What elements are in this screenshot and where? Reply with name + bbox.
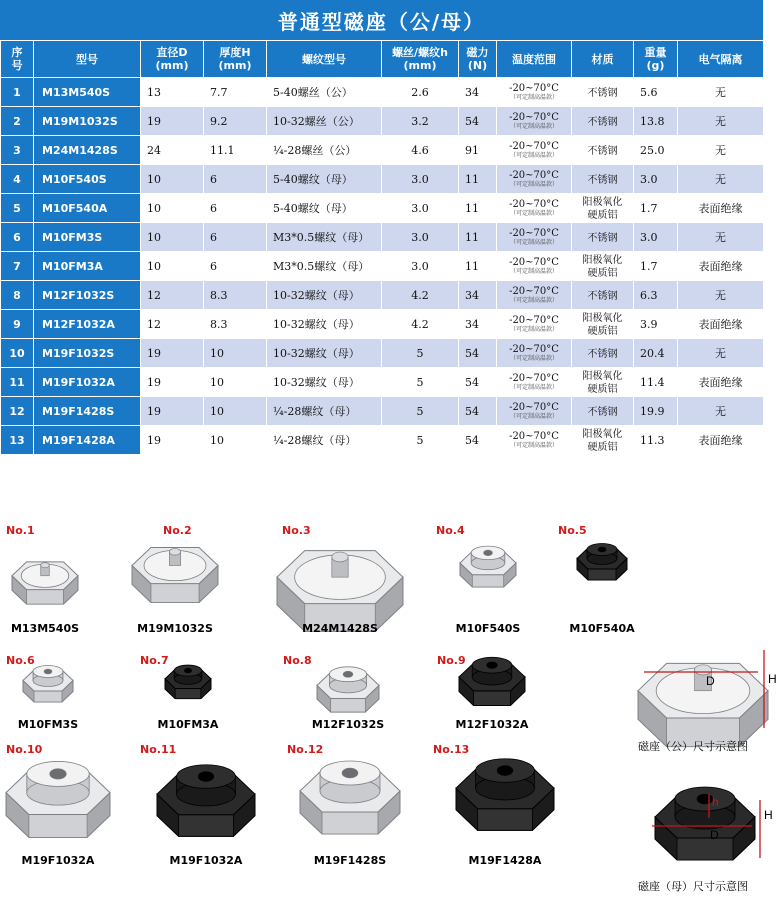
cell-weight: 3.0 (634, 223, 678, 252)
cell-material: 不锈钢 (572, 339, 634, 368)
cell-isolation: 无 (678, 136, 764, 165)
male-dimension-diagram-icon (635, 640, 771, 776)
cell-no: 3 (1, 136, 34, 165)
cell-thread: 5-40螺纹（母） (267, 165, 382, 194)
gallery-number-label: No.3 (282, 524, 311, 537)
gallery-model-label: M10F540S (455, 622, 521, 635)
gallery-model-label: M19F1032A (21, 854, 95, 867)
cell-thread-length: 3.0 (382, 252, 459, 281)
cell-weight: 25.0 (634, 136, 678, 165)
cell-thread: ¼-28螺纹（母） (267, 426, 382, 455)
cell-weight: 1.7 (634, 194, 678, 223)
cell-material: 不锈钢 (572, 397, 634, 426)
cell-isolation: 表面绝缘 (678, 252, 764, 281)
cell-force: 54 (459, 397, 497, 426)
temp-note: （可定制高温款） (509, 181, 558, 188)
temp-note: （可定制高温款） (509, 268, 558, 275)
cell-thread: ¼-28螺纹（母） (267, 397, 382, 426)
cell-diameter: 19 (141, 397, 204, 426)
cell-temperature (497, 368, 572, 397)
spec-table (0, 40, 764, 455)
cell-thread: M3*0.5螺纹（母） (267, 252, 382, 281)
cell-thickness: 6 (204, 223, 267, 252)
label-height: H (768, 672, 777, 686)
cell-temperature (497, 252, 572, 281)
cell-thread: 10-32螺纹（母） (267, 310, 382, 339)
cell-material: 不锈钢 (572, 223, 634, 252)
temp-range: -20~70°C (509, 344, 559, 355)
magnet-base-icon (154, 754, 258, 858)
magnet-base-icon (574, 538, 630, 594)
cell-temperature (497, 78, 572, 107)
cell-no: 2 (1, 107, 34, 136)
gallery-number-label: No.8 (283, 654, 312, 667)
header-weight: 重量 (g) (634, 41, 678, 78)
label-diameter-female: D (710, 828, 719, 842)
temp-range: -20~70°C (509, 228, 559, 239)
temp-range: -20~70°C (509, 315, 559, 326)
cell-material: 阳极氧化 硬质铝 (572, 310, 634, 339)
cell-thread-length: 3.0 (382, 194, 459, 223)
table-row (1, 107, 764, 136)
gallery-model-label: M12F1032S (311, 718, 385, 731)
cell-isolation: 无 (678, 281, 764, 310)
cell-temperature (497, 310, 572, 339)
cell-material: 阳极氧化 硬质铝 (572, 252, 634, 281)
gallery-number-label: No.13 (433, 743, 470, 756)
gallery-number-label: No.5 (558, 524, 587, 537)
cell-temperature (497, 223, 572, 252)
temp-range: -20~70°C (509, 257, 559, 268)
gallery-model-label: M10FM3A (157, 718, 219, 731)
cell-thread: 5-40螺丝（公） (267, 78, 382, 107)
cell-weight: 11.4 (634, 368, 678, 397)
male-diagram-caption: 磁座（公）尺寸示意图 (638, 740, 748, 753)
cell-diameter: 13 (141, 78, 204, 107)
cell-material: 阳极氧化 硬质铝 (572, 426, 634, 455)
gallery-model-label: M19F1428S (313, 854, 387, 867)
cell-isolation: 无 (678, 223, 764, 252)
temp-range: -20~70°C (509, 170, 559, 181)
cell-isolation: 表面绝缘 (678, 426, 764, 455)
header-isolation: 电气隔离 (678, 41, 764, 78)
gallery-number-label: No.7 (140, 654, 169, 667)
table-row (1, 426, 764, 455)
cell-isolation: 无 (678, 107, 764, 136)
cell-thickness: 10 (204, 339, 267, 368)
cell-temperature (497, 107, 572, 136)
cell-isolation: 无 (678, 339, 764, 368)
cell-model: M10FM3S (34, 223, 141, 252)
temp-range: -20~70°C (509, 112, 559, 123)
cell-model: M24M1428S (34, 136, 141, 165)
table-row (1, 136, 764, 165)
cell-thread-length: 3.0 (382, 165, 459, 194)
cell-thickness: 8.3 (204, 310, 267, 339)
cell-no: 10 (1, 339, 34, 368)
cell-material: 不锈钢 (572, 107, 634, 136)
temp-note: （可定制高温款） (509, 355, 558, 362)
label-diameter: D (706, 674, 715, 688)
cell-no: 12 (1, 397, 34, 426)
header-material: 材质 (572, 41, 634, 78)
cell-isolation: 表面绝缘 (678, 310, 764, 339)
magnet-base-icon (129, 532, 221, 624)
table-row (1, 310, 764, 339)
temp-note: （可定制高温款） (509, 94, 558, 101)
temp-note: （可定制高温款） (509, 210, 558, 217)
cell-thickness: 10 (204, 397, 267, 426)
cell-thread: M3*0.5螺纹（母） (267, 223, 382, 252)
cell-thread-length: 4.6 (382, 136, 459, 165)
cell-thread: 10-32螺纹（母） (267, 339, 382, 368)
cell-model: M13M540S (34, 78, 141, 107)
label-height-female: H (764, 808, 773, 822)
cell-model: M19F1032A (34, 368, 141, 397)
temp-range: -20~70°C (509, 402, 559, 413)
table-row (1, 194, 764, 223)
cell-thread-length: 5 (382, 426, 459, 455)
temp-range: -20~70°C (509, 373, 559, 384)
temp-range: -20~70°C (509, 141, 559, 152)
cell-force: 34 (459, 310, 497, 339)
cell-temperature (497, 426, 572, 455)
cell-no: 13 (1, 426, 34, 455)
table-row (1, 368, 764, 397)
temp-note: （可定制高温款） (509, 239, 558, 246)
table-row (1, 165, 764, 194)
cell-force: 54 (459, 368, 497, 397)
cell-thread-length: 5 (382, 368, 459, 397)
cell-no: 9 (1, 310, 34, 339)
header-no: 序 号 (1, 41, 34, 78)
cell-isolation: 无 (678, 78, 764, 107)
header-force: 磁力 (N) (459, 41, 497, 78)
table-row (1, 339, 764, 368)
header-thread-length: 螺丝/螺纹h (mm) (382, 41, 459, 78)
header-model: 型号 (34, 41, 141, 78)
label-thread-depth: h (712, 795, 719, 809)
cell-thread: 10-32螺丝（公） (267, 107, 382, 136)
cell-diameter: 24 (141, 136, 204, 165)
cell-thread: 10-32螺纹（母） (267, 368, 382, 397)
table-header-row (1, 41, 764, 78)
gallery-number-label: No.12 (287, 743, 324, 756)
gallery-number-label: No.9 (437, 654, 466, 667)
gallery-model-label: M24M1428S (302, 622, 378, 635)
cell-weight: 3.9 (634, 310, 678, 339)
cell-thickness: 7.7 (204, 78, 267, 107)
cell-thickness: 6 (204, 165, 267, 194)
temp-range: -20~70°C (509, 199, 559, 210)
cell-force: 11 (459, 252, 497, 281)
page-title: 普通型磁座（公/母） (0, 0, 763, 40)
cell-material: 不锈钢 (572, 136, 634, 165)
cell-thread: ¼-28螺丝（公） (267, 136, 382, 165)
header-diameter: 直径D (mm) (141, 41, 204, 78)
header-thread: 螺纹型号 (267, 41, 382, 78)
cell-material: 阳极氧化 硬质铝 (572, 368, 634, 397)
cell-thickness: 6 (204, 252, 267, 281)
cell-thread-length: 3.0 (382, 223, 459, 252)
header-temperature: 温度范围 (497, 41, 572, 78)
cell-model: M19F1428A (34, 426, 141, 455)
cell-diameter: 10 (141, 194, 204, 223)
cell-weight: 1.7 (634, 252, 678, 281)
cell-thread-length: 4.2 (382, 310, 459, 339)
temp-note: （可定制高温款） (509, 413, 558, 420)
cell-weight: 6.3 (634, 281, 678, 310)
cell-isolation: 表面绝缘 (678, 368, 764, 397)
cell-model: M12F1032S (34, 281, 141, 310)
table-body (1, 78, 764, 455)
cell-weight: 13.8 (634, 107, 678, 136)
cell-model: M19F1032S (34, 339, 141, 368)
temp-note: （可定制高温款） (509, 123, 558, 130)
gallery-model-label: M10FM3S (17, 718, 79, 731)
cell-diameter: 19 (141, 368, 204, 397)
cell-thread-length: 5 (382, 339, 459, 368)
table-row (1, 252, 764, 281)
temp-note: （可定制高温款） (509, 297, 558, 304)
magnet-base-icon (457, 540, 519, 602)
cell-weight: 19.9 (634, 397, 678, 426)
cell-material: 不锈钢 (572, 165, 634, 194)
cell-thread-length: 4.2 (382, 281, 459, 310)
gallery-number-label: No.11 (140, 743, 177, 756)
cell-force: 11 (459, 194, 497, 223)
gallery-model-label: M10F540A (569, 622, 635, 635)
cell-no: 1 (1, 78, 34, 107)
gallery-model-label: M19M1032S (137, 622, 213, 635)
cell-no: 5 (1, 194, 34, 223)
cell-diameter: 12 (141, 310, 204, 339)
gallery-number-label: No.10 (6, 743, 43, 756)
temp-note: （可定制高温款） (509, 326, 558, 333)
table-row (1, 78, 764, 107)
cell-thickness: 10 (204, 426, 267, 455)
cell-weight: 20.4 (634, 339, 678, 368)
cell-temperature (497, 165, 572, 194)
cell-force: 34 (459, 78, 497, 107)
cell-isolation: 表面绝缘 (678, 194, 764, 223)
cell-thickness: 6 (204, 194, 267, 223)
cell-diameter: 10 (141, 252, 204, 281)
cell-material: 阳极氧化 硬质铝 (572, 194, 634, 223)
magnet-base-icon (274, 528, 406, 660)
magnet-base-icon (162, 660, 214, 712)
cell-thickness: 9.2 (204, 107, 267, 136)
temp-note: （可定制高温款） (509, 384, 558, 391)
cell-force: 54 (459, 426, 497, 455)
cell-no: 7 (1, 252, 34, 281)
cell-model: M12F1032A (34, 310, 141, 339)
gallery-model-label: M12F1032A (455, 718, 529, 731)
cell-force: 11 (459, 223, 497, 252)
cell-model: M10FM3A (34, 252, 141, 281)
magnet-base-icon (456, 650, 528, 722)
gallery-model-label: M13M540S (10, 622, 80, 635)
cell-no: 6 (1, 223, 34, 252)
cell-weight: 5.6 (634, 78, 678, 107)
cell-temperature (497, 281, 572, 310)
cell-thread-length: 5 (382, 397, 459, 426)
cell-force: 91 (459, 136, 497, 165)
gallery-model-label: M19F1428A (468, 854, 542, 867)
cell-thickness: 11.1 (204, 136, 267, 165)
magnet-base-icon (9, 550, 81, 622)
cell-diameter: 19 (141, 426, 204, 455)
cell-thread: 5-40螺纹（母） (267, 194, 382, 223)
cell-no: 11 (1, 368, 34, 397)
temp-note: （可定制高温款） (509, 442, 558, 449)
cell-thread-length: 3.2 (382, 107, 459, 136)
cell-material: 不锈钢 (572, 78, 634, 107)
cell-force: 54 (459, 339, 497, 368)
temp-range: -20~70°C (509, 286, 559, 297)
magnet-base-icon (453, 748, 557, 852)
magnet-base-icon (20, 660, 76, 716)
cell-diameter: 19 (141, 107, 204, 136)
temp-range: -20~70°C (509, 83, 559, 94)
gallery-model-label: M19F1032A (169, 854, 243, 867)
table-row (1, 397, 764, 426)
gallery-number-label: No.2 (163, 524, 192, 537)
temp-note: （可定制高温款） (509, 152, 558, 159)
header-thickness: 厚度H (mm) (204, 41, 267, 78)
magnet-base-icon (3, 750, 113, 860)
table-row (1, 223, 764, 252)
cell-temperature (497, 136, 572, 165)
female-diagram-caption: 磁座（母）尺寸示意图 (638, 880, 748, 893)
cell-weight: 3.0 (634, 165, 678, 194)
cell-model: M19M1032S (34, 107, 141, 136)
cell-force: 34 (459, 281, 497, 310)
cell-temperature (497, 339, 572, 368)
table-row (1, 281, 764, 310)
cell-diameter: 12 (141, 281, 204, 310)
cell-isolation: 无 (678, 397, 764, 426)
cell-model: M10F540S (34, 165, 141, 194)
gallery-number-label: No.6 (6, 654, 35, 667)
temp-range: -20~70°C (509, 431, 559, 442)
cell-model: M19F1428S (34, 397, 141, 426)
cell-thread: 10-32螺纹（母） (267, 281, 382, 310)
cell-material: 不锈钢 (572, 281, 634, 310)
female-dimension-diagram-icon (652, 776, 758, 882)
cell-diameter: 10 (141, 165, 204, 194)
cell-force: 11 (459, 165, 497, 194)
magnet-base-icon (297, 750, 403, 856)
cell-diameter: 19 (141, 339, 204, 368)
cell-isolation: 无 (678, 165, 764, 194)
cell-thread-length: 2.6 (382, 78, 459, 107)
cell-diameter: 10 (141, 223, 204, 252)
cell-no: 8 (1, 281, 34, 310)
cell-temperature (497, 194, 572, 223)
cell-weight: 11.3 (634, 426, 678, 455)
cell-thickness: 10 (204, 368, 267, 397)
cell-model: M10F540A (34, 194, 141, 223)
cell-force: 54 (459, 107, 497, 136)
cell-no: 4 (1, 165, 34, 194)
gallery-number-label: No.1 (6, 524, 35, 537)
gallery-number-label: No.4 (436, 524, 465, 537)
cell-temperature (497, 397, 572, 426)
cell-thickness: 8.3 (204, 281, 267, 310)
